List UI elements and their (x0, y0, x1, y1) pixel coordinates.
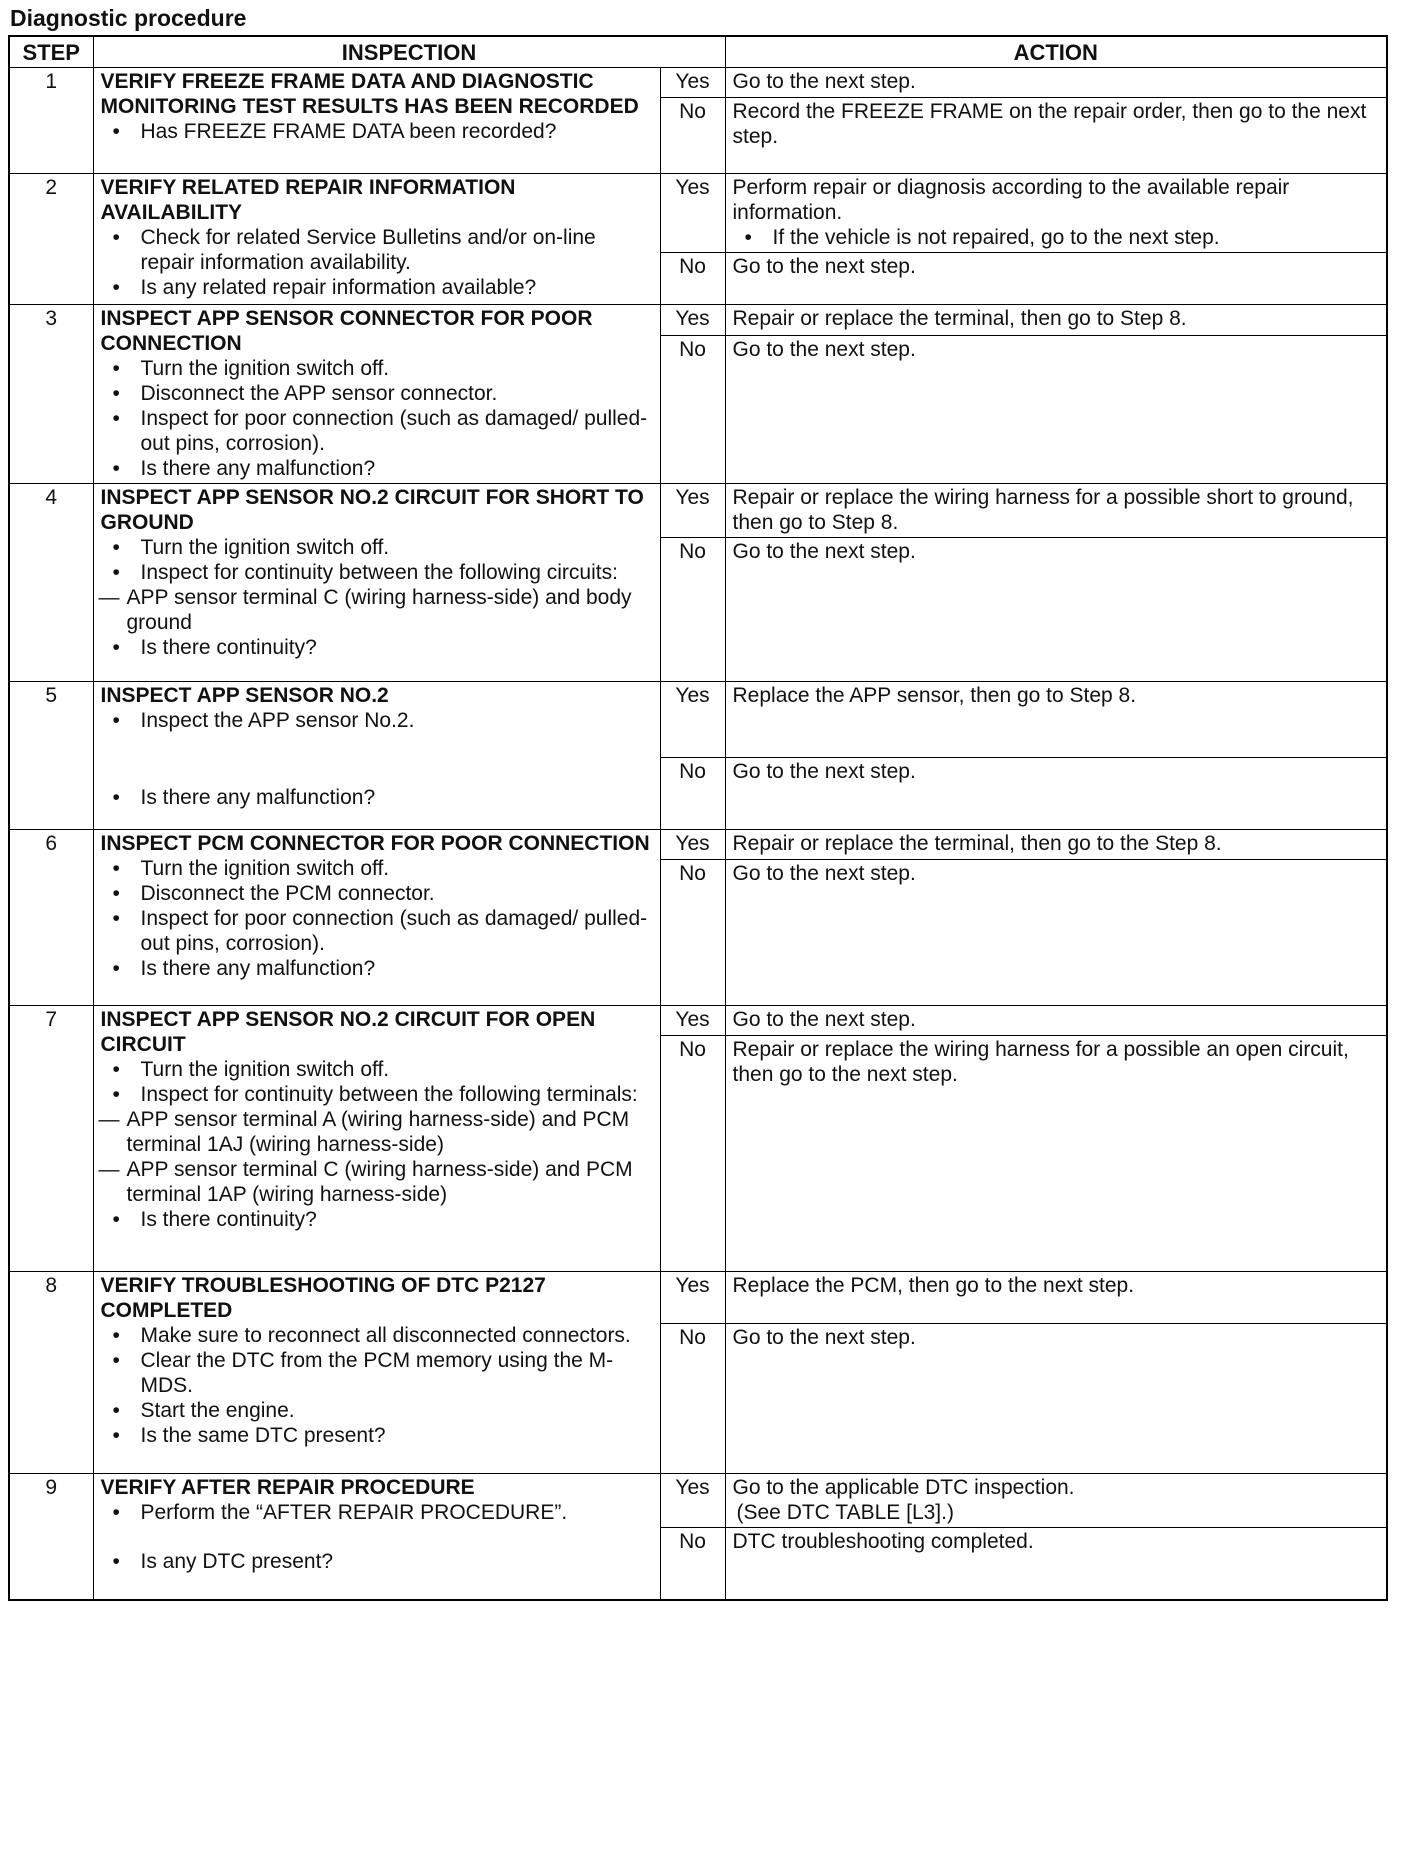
bullet-item: • Is there any malfunction? (141, 956, 654, 981)
inspection-cell (93, 1474, 660, 1600)
step-number: 6 (9, 830, 93, 1006)
inspection-cell (93, 484, 660, 682)
bullet-item: • Make sure to reconnect all disconnected connectors. (141, 1323, 654, 1348)
sub-list (101, 1107, 654, 1207)
diagnostic-table (8, 35, 1388, 1601)
bullet-list (101, 225, 654, 300)
bullet-item: • Is there any malfunction? (141, 456, 654, 481)
yes-action-text: Perform repair or diagnosis according to the available repair information. (732, 176, 1290, 224)
yes-action (725, 1474, 1387, 1528)
inspection-title: INSPECT APP SENSOR CONNECTOR FOR POOR CONNECTION (100, 307, 593, 355)
yes-action-text: Go to the next step. (732, 1008, 916, 1031)
yes-label: Yes (660, 484, 725, 538)
yes-action-text: Repair or replace the terminal, then go to the Step 8. (732, 832, 1222, 855)
bullet-item: • Is there any malfunction? (141, 785, 654, 810)
sub-item: — APP sensor terminal C (wiring harness-side) and body ground (127, 585, 654, 635)
step-row (9, 1006, 1387, 1036)
yes-label: Yes (660, 1474, 725, 1528)
sub-list (101, 585, 654, 635)
inspection-title: VERIFY RELATED REPAIR INFORMATION AVAILABILITY (100, 176, 516, 224)
header-row (9, 36, 1387, 68)
bullet-item: • Inspect for continuity between the following terminals: (141, 1082, 654, 1107)
bullet-item: • Inspect for poor connection (such as damaged/ pulled-out pins, corrosion). (141, 406, 654, 456)
no-action: DTC troubleshooting completed. (725, 1528, 1387, 1600)
inspection-cell (93, 174, 660, 305)
step-number: 2 (9, 174, 93, 305)
inspection-cell (93, 830, 660, 1006)
yes-action-text: Replace the APP sensor, then go to Step 8. (732, 684, 1137, 707)
yes-action (725, 830, 1387, 860)
yes-action (725, 1006, 1387, 1036)
bullet-list (101, 1500, 654, 1525)
bullet-item: • Check for related Service Bulletins and/or on-line repair information availability. (141, 225, 654, 275)
no-label: No (660, 98, 725, 174)
yes-label: Yes (660, 1006, 725, 1036)
bullet-list (101, 785, 654, 810)
inspection-cell (93, 682, 660, 830)
inspection-title: VERIFY FREEZE FRAME DATA AND DIAGNOSTIC MONITORING TEST RESULTS HAS BEEN RECORDED (100, 70, 639, 118)
step-row (9, 484, 1387, 538)
bullet-list (101, 119, 654, 144)
step-row (9, 830, 1387, 860)
action-bullet-list (733, 225, 1381, 250)
no-action: Go to the next step. (725, 335, 1387, 483)
yes-label: Yes (660, 68, 725, 98)
yes-action-text: Repair or replace the terminal, then go to Step 8. (732, 307, 1187, 330)
no-label: No (660, 1528, 725, 1600)
sub-item: — APP sensor terminal C (wiring harness-side) and PCM terminal 1AP (wiring harness-side) (127, 1157, 654, 1207)
yes-action-text: Repair or replace the wiring harness for a possible short to ground, then go to Step 8. (732, 486, 1354, 534)
yes-action (725, 305, 1387, 336)
yes-action (725, 1272, 1387, 1324)
inspection-title: VERIFY TROUBLESHOOTING OF DTC P2127 COMPLETED (100, 1274, 546, 1322)
bullet-item: • Turn the ignition switch off. (141, 356, 654, 381)
step-number: 1 (9, 68, 93, 174)
header-action: ACTION (725, 36, 1387, 68)
no-label: No (660, 538, 725, 682)
yes-action (725, 682, 1387, 758)
no-label: No (660, 335, 725, 483)
no-label: No (660, 1324, 725, 1474)
bullet-item: • Is any related repair information available? (141, 275, 654, 300)
step-row (9, 682, 1387, 758)
no-action: Record the FREEZE FRAME on the repair order, then go to the next step. (725, 98, 1387, 174)
bullet-list (101, 535, 654, 585)
bullet-item: • Perform the “AFTER REPAIR PROCEDURE”. (141, 1500, 654, 1525)
step-number: 3 (9, 305, 93, 484)
inspection-cell (93, 1272, 660, 1474)
step-number: 9 (9, 1474, 93, 1600)
header-inspection: INSPECTION (93, 36, 725, 68)
bullet-item: • Turn the ignition switch off. (141, 1057, 654, 1082)
bullet-item: • Is there continuity? (141, 1207, 654, 1232)
inspection-title: INSPECT APP SENSOR NO.2 (100, 684, 389, 707)
bullet-item: • Start the engine. (141, 1398, 654, 1423)
bullet-item: • Turn the ignition switch off. (141, 856, 654, 881)
yes-action-text: Go to the next step. (732, 70, 916, 93)
bullet-item: • Is the same DTC present? (141, 1423, 654, 1448)
bullet-item: • Turn the ignition switch off. (141, 535, 654, 560)
step-number: 7 (9, 1006, 93, 1272)
yes-action-text: Go to the applicable DTC inspection. (732, 1476, 1075, 1499)
bullet-item: • Inspect for poor connection (such as damaged/ pulled-out pins, corrosion). (141, 906, 654, 956)
bullet-item: • Disconnect the PCM connector. (141, 881, 654, 906)
no-action: Go to the next step. (725, 860, 1387, 1006)
yes-label: Yes (660, 174, 725, 253)
doc-title: Diagnostic procedure (10, 5, 247, 31)
step-row (9, 174, 1387, 253)
table-body (9, 68, 1387, 1600)
no-action: Repair or replace the wiring harness for a possible an open circuit, then go to the next step. (725, 1036, 1387, 1272)
no-label: No (660, 1036, 725, 1272)
step-number: 4 (9, 484, 93, 682)
bullet-list (101, 708, 654, 733)
inspection-title: INSPECT PCM CONNECTOR FOR POOR CONNECTION (100, 832, 650, 855)
inspection-cell (93, 305, 660, 484)
bullet-list (101, 635, 654, 660)
bullet-item: • Is there continuity? (141, 635, 654, 660)
yes-label: Yes (660, 830, 725, 860)
no-label: No (660, 253, 725, 305)
no-label: No (660, 860, 725, 1006)
yes-label: Yes (660, 1272, 725, 1324)
step-number: 5 (9, 682, 93, 830)
page (8, 4, 1386, 1601)
yes-action (725, 174, 1387, 253)
bullet-item: • Disconnect the APP sensor connector. (141, 381, 654, 406)
action-reference: (See DTC TABLE [L3].) (736, 1501, 954, 1524)
sub-item: — APP sensor terminal A (wiring harness-side) and PCM terminal 1AJ (wiring harness-side) (127, 1107, 654, 1157)
no-action: Go to the next step. (725, 1324, 1387, 1474)
no-action: Go to the next step. (725, 253, 1387, 305)
inspection-title: INSPECT APP SENSOR NO.2 CIRCUIT FOR OPEN CIRCUIT (100, 1008, 596, 1056)
yes-action-text: Replace the PCM, then go to the next step. (732, 1274, 1135, 1297)
yes-label: Yes (660, 682, 725, 758)
inspection-cell (93, 68, 660, 174)
yes-action (725, 68, 1387, 98)
no-label: No (660, 758, 725, 830)
bullet-list (101, 1323, 654, 1448)
step-row (9, 1272, 1387, 1324)
bullet-item: • Clear the DTC from the PCM memory using the M-MDS. (141, 1348, 654, 1398)
bullet-list (101, 856, 654, 981)
bullet-item: • Inspect the APP sensor No.2. (141, 708, 654, 733)
spacer (101, 733, 654, 785)
inspection-title: VERIFY AFTER REPAIR PROCEDURE (100, 1476, 475, 1499)
header-step: STEP (9, 36, 93, 68)
yes-label: Yes (660, 305, 725, 336)
bullet-item: • Has FREEZE FRAME DATA been recorded? (141, 119, 654, 144)
inspection-cell (93, 1006, 660, 1272)
bullet-list (101, 1057, 654, 1107)
bullet-list (101, 1549, 654, 1574)
bullet-list (101, 356, 654, 481)
inspection-title: INSPECT APP SENSOR NO.2 CIRCUIT FOR SHORT TO GROUND (100, 486, 644, 534)
bullet-item: • Is any DTC present? (141, 1549, 654, 1574)
no-action: Go to the next step. (725, 758, 1387, 830)
bullet-item: • Inspect for continuity between the following circuits: (141, 560, 654, 585)
bullet-list (101, 1207, 654, 1232)
action-bullet: • If the vehicle is not repaired, go to the next step. (773, 225, 1381, 250)
spacer (101, 1525, 654, 1549)
step-row (9, 68, 1387, 98)
step-row (9, 1474, 1387, 1528)
yes-action (725, 484, 1387, 538)
no-action: Go to the next step. (725, 538, 1387, 682)
step-row (9, 305, 1387, 336)
step-number: 8 (9, 1272, 93, 1474)
